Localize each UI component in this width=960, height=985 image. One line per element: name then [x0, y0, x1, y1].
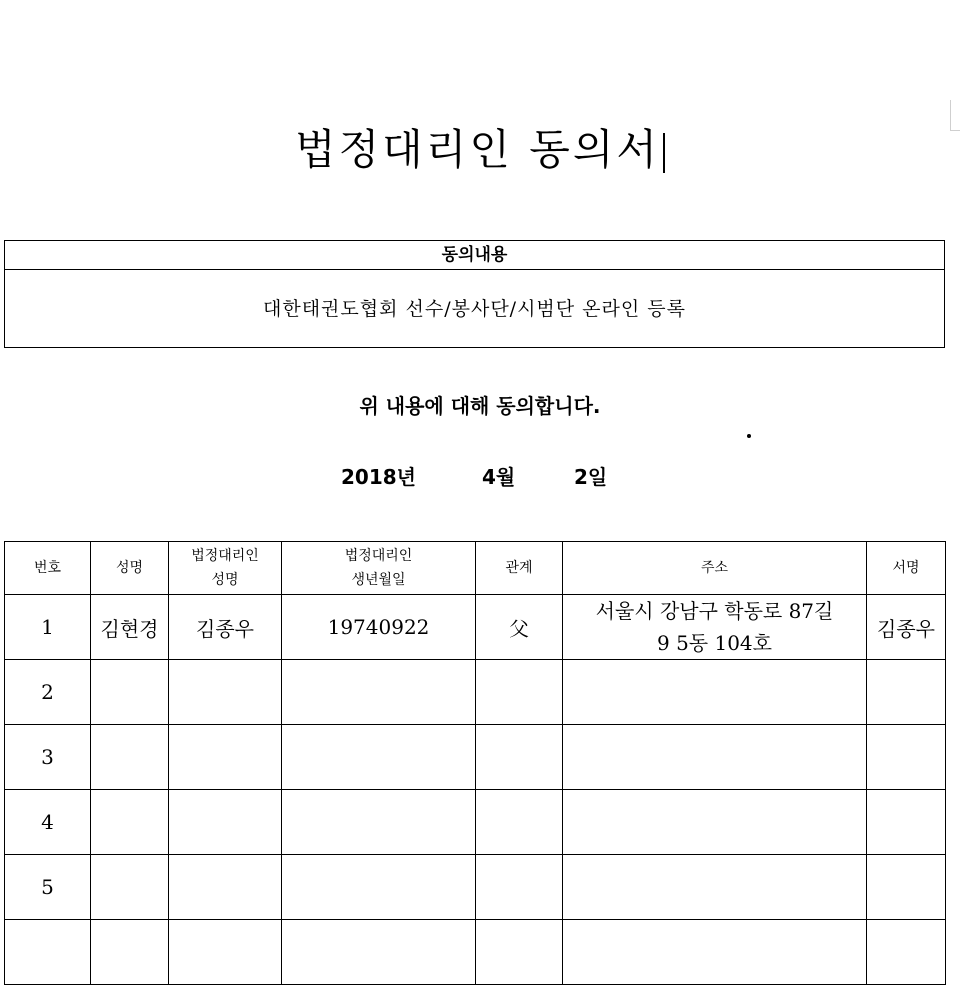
cell-signature[interactable]	[867, 660, 946, 725]
cell-blank[interactable]	[476, 920, 563, 985]
cell-rep-name[interactable]	[169, 725, 282, 790]
document-title[interactable]	[0, 122, 960, 178]
cell-blank[interactable]	[91, 920, 169, 985]
cell-rep-birth[interactable]	[282, 855, 476, 920]
representative-table	[4, 541, 946, 985]
cell-rep-birth[interactable]: 19740922	[282, 595, 476, 660]
cell-signature[interactable]	[867, 725, 946, 790]
table-row[interactable]	[5, 790, 946, 855]
cell-name[interactable]	[91, 725, 169, 790]
cell-rep-name[interactable]	[169, 660, 282, 725]
cell-blank[interactable]	[867, 920, 946, 985]
agree-statement: 위 내용에 대해 동의합니다.	[359, 394, 601, 418]
header-rep-name	[169, 542, 282, 595]
cell-blank[interactable]	[169, 920, 282, 985]
cell-address[interactable]	[563, 725, 867, 790]
title-text: 법정대리인 동의서	[295, 125, 660, 174]
cell-rep-name[interactable]: 김종우	[169, 595, 282, 660]
cell-no[interactable]: 5	[5, 855, 91, 920]
stray-dot	[747, 434, 751, 438]
cell-name[interactable]	[91, 660, 169, 725]
table-row[interactable]	[5, 660, 946, 725]
address-line2: 9 5동 104호	[657, 631, 772, 655]
table-row-partial[interactable]	[5, 920, 946, 985]
header-rep-name-line2: 성명	[211, 572, 239, 588]
date-month: 4월	[482, 465, 516, 489]
cell-no[interactable]: 1	[5, 595, 91, 660]
date-year: 2018년	[341, 465, 416, 489]
cell-signature[interactable]: 김종우	[867, 595, 946, 660]
table-row[interactable]	[5, 855, 946, 920]
cell-rep-birth[interactable]	[282, 660, 476, 725]
cell-relation[interactable]	[476, 660, 563, 725]
date-day: 2일	[574, 465, 608, 489]
cell-name[interactable]	[91, 855, 169, 920]
cell-address[interactable]	[563, 790, 867, 855]
cell-address[interactable]	[563, 855, 867, 920]
header-address: 주소	[563, 542, 867, 595]
cell-blank[interactable]	[5, 920, 91, 985]
address-line1: 서울시 강남구 학동로 87길	[595, 599, 834, 623]
cell-address[interactable]	[563, 595, 867, 660]
cell-relation[interactable]: 父	[476, 595, 563, 660]
text-cursor	[663, 133, 665, 173]
cell-name[interactable]: 김현경	[91, 595, 169, 660]
cell-address[interactable]	[563, 660, 867, 725]
header-rep-birth-line2: 생년월일	[351, 572, 406, 588]
consent-body: 대한태권도협회 선수/봉사단/시범단 온라인 등록	[262, 298, 686, 320]
consent-header: 동의내용	[5, 241, 944, 270]
cell-blank[interactable]	[563, 920, 867, 985]
cell-signature[interactable]	[867, 855, 946, 920]
header-name: 성명	[91, 542, 169, 595]
table-row[interactable]	[5, 725, 946, 790]
table-row[interactable]	[5, 595, 946, 660]
header-no: 번호	[5, 542, 91, 595]
header-rep-birth	[282, 542, 476, 595]
cell-name[interactable]	[91, 790, 169, 855]
cell-no[interactable]: 4	[5, 790, 91, 855]
cell-relation[interactable]	[476, 855, 563, 920]
cell-relation[interactable]	[476, 790, 563, 855]
header-relation: 관계	[476, 542, 563, 595]
cell-relation[interactable]	[476, 725, 563, 790]
cell-no[interactable]: 3	[5, 725, 91, 790]
cell-blank[interactable]	[282, 920, 476, 985]
header-rep-name-line1: 법정대리인	[191, 548, 259, 564]
cell-rep-birth[interactable]	[282, 725, 476, 790]
consent-box	[4, 240, 945, 348]
header-rep-birth-line1: 법정대리인	[344, 548, 413, 564]
cell-no[interactable]: 2	[5, 660, 91, 725]
cell-signature[interactable]	[867, 790, 946, 855]
header-signature: 서명	[867, 542, 946, 595]
cell-rep-name[interactable]	[169, 855, 282, 920]
table-header-row	[5, 542, 946, 595]
cell-rep-name[interactable]	[169, 790, 282, 855]
cell-rep-birth[interactable]	[282, 790, 476, 855]
